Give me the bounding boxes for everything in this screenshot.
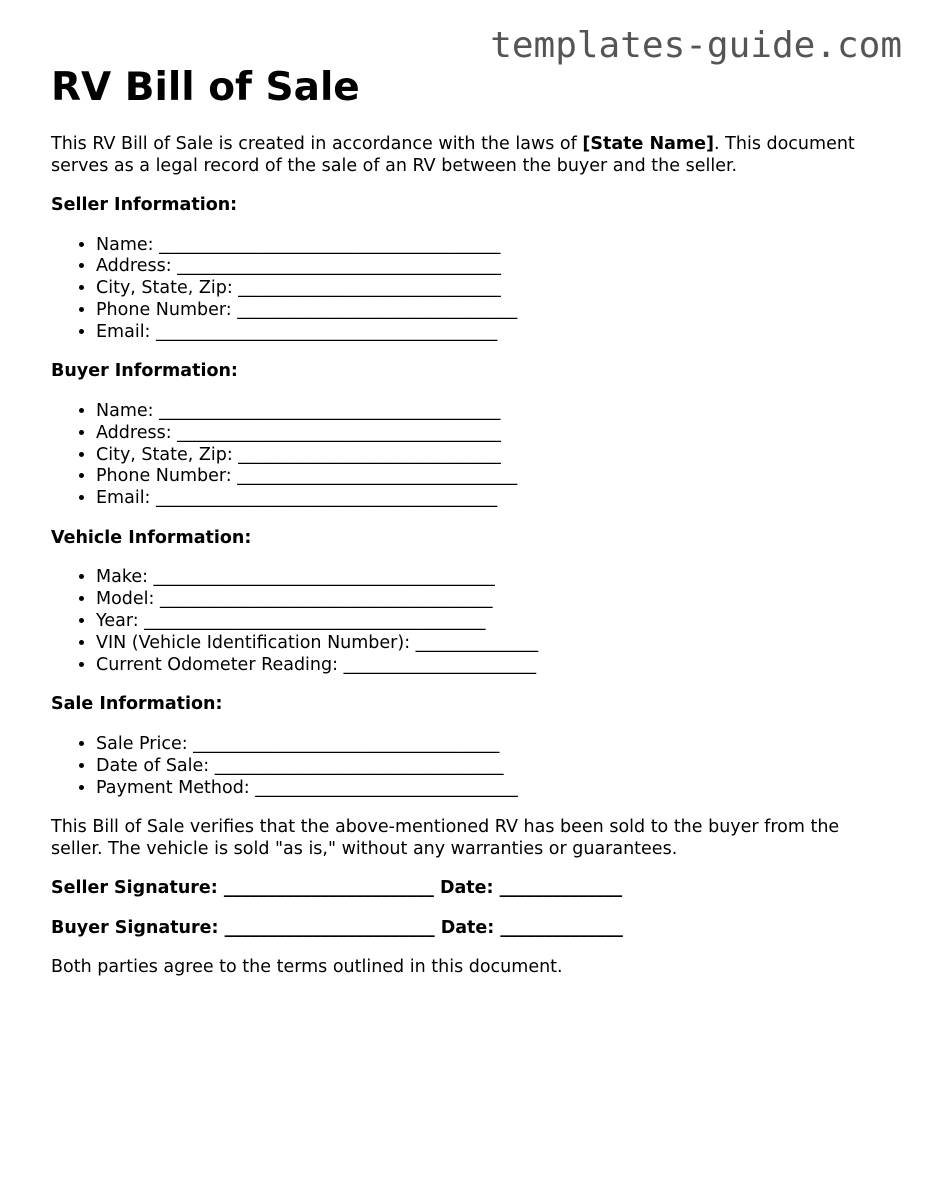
sale-price-field: • Sale Price: ___________________________________ bbox=[96, 734, 891, 756]
page-title: RV Bill of Sale bbox=[51, 65, 360, 110]
seller-info-list bbox=[51, 235, 891, 344]
buyer-city-state-zip-field: • City, State, Zip: ______________________________ bbox=[96, 445, 891, 467]
sale-date-field: • Date of Sale: _________________________________ bbox=[96, 756, 891, 778]
seller-email-field: • Email: _______________________________________ bbox=[96, 322, 891, 344]
state-name-placeholder: [State Name] bbox=[582, 134, 715, 154]
sale-info-list bbox=[51, 734, 891, 799]
vehicle-make-field: • Make: _______________________________________ bbox=[96, 567, 891, 589]
buyer-signature-line: Buyer Signature: ________________________ Date: ______________ bbox=[51, 917, 623, 938]
vehicle-year-field: • Year: _______________________________________ bbox=[96, 611, 891, 633]
buyer-address-field: • Address: _____________________________________ bbox=[96, 423, 891, 445]
seller-section-heading: Seller Information: bbox=[51, 195, 238, 215]
intro-paragraph bbox=[51, 134, 891, 177]
closing-paragraph: This Bill of Sale verifies that the above-mentioned RV has been sold to the buyer from the seller. The vehicle is sold "as is," without any warranties or guarantees. bbox=[51, 817, 840, 859]
payment-method-field: • Payment Method: ______________________________ bbox=[96, 778, 891, 800]
seller-signature-line: Seller Signature: ________________________ Date: ______________ bbox=[51, 878, 623, 899]
vehicle-section-heading: Vehicle Information: bbox=[51, 527, 252, 548]
watermark: templates-guide.com bbox=[490, 25, 902, 66]
seller-city-state-zip-field: • City, State, Zip: ______________________________ bbox=[96, 278, 891, 300]
seller-address-field: • Address: _____________________________________ bbox=[96, 256, 891, 278]
seller-name-field: • Name: _______________________________________ bbox=[96, 235, 891, 257]
buyer-section-heading: Buyer Information: bbox=[51, 361, 238, 382]
sale-section-heading: Sale Information: bbox=[51, 694, 223, 715]
buyer-name-field: • Name: _______________________________________ bbox=[96, 401, 891, 423]
intro-text-after: . This document serves as a legal record of the sale of an RV between the buyer and the seller. bbox=[51, 134, 855, 176]
vehicle-info-list bbox=[51, 567, 891, 676]
seller-phone-field: • Phone Number: ________________________________ bbox=[96, 300, 891, 322]
document bbox=[51, 62, 891, 979]
buyer-info-list bbox=[51, 401, 891, 510]
agreement-statement: Both parties agree to the terms outlined in this document. bbox=[51, 957, 563, 978]
intro-text-before: This RV Bill of Sale is created in accordance with the laws of bbox=[51, 134, 583, 154]
vehicle-model-field: • Model: ______________________________________ bbox=[96, 589, 891, 611]
buyer-email-field: • Email: _______________________________________ bbox=[96, 488, 891, 510]
vehicle-odometer-field: • Current Odometer Reading: ______________________ bbox=[96, 655, 891, 677]
vehicle-vin-field: • VIN (Vehicle Identification Number): ______________ bbox=[96, 633, 891, 655]
buyer-phone-field: • Phone Number: ________________________________ bbox=[96, 466, 891, 488]
